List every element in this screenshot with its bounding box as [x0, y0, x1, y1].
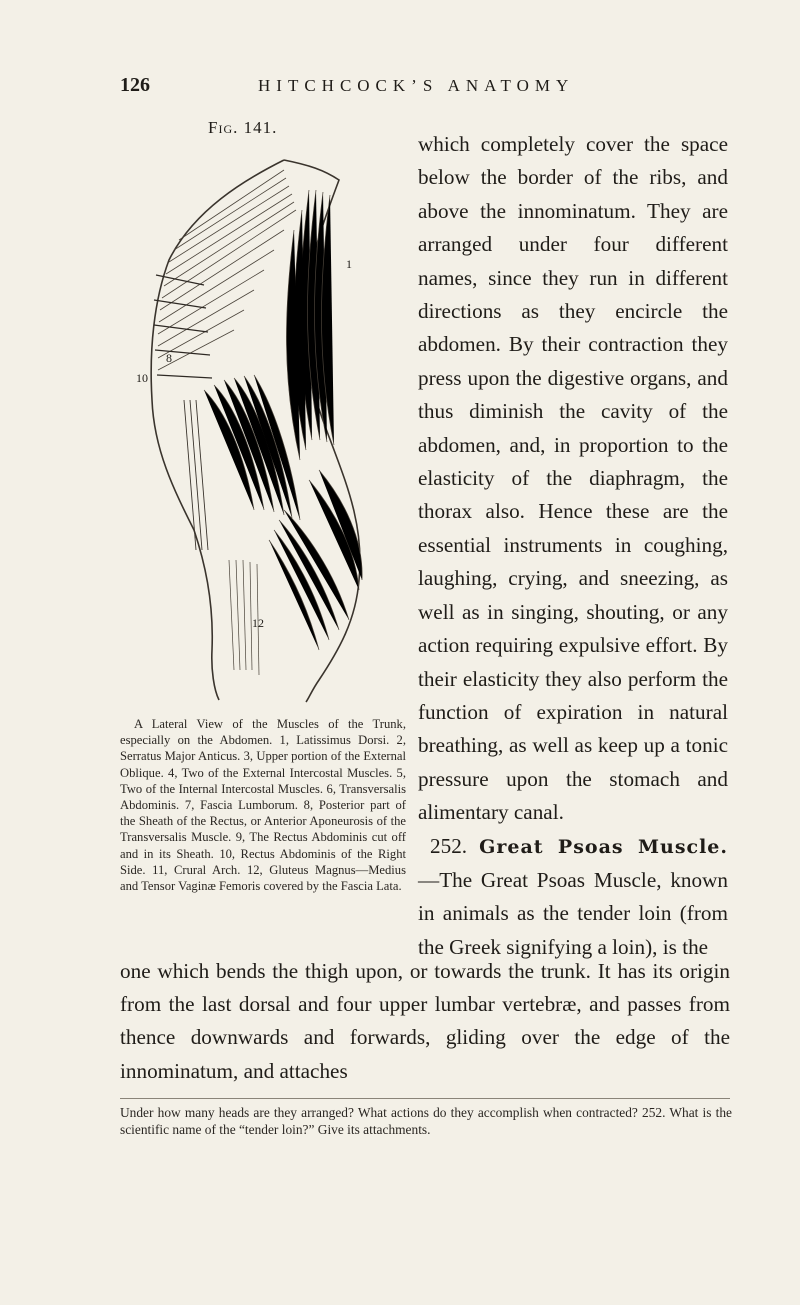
page-number: 126: [120, 74, 150, 96]
section-number: 252.: [430, 833, 468, 858]
anatomy-illustration: [134, 150, 404, 705]
figure-number-1: 1: [346, 257, 352, 271]
figure-caption: [120, 716, 406, 894]
paragraph-abdominal-muscles: which completely cover the space below the border of the ribs, and above the innominatum. They are arranged under four different names, since they run in different directions as they encircle the abdomen. By their contraction they press upon the digestive organs, and thus diminish the cavity of the abdomen, and, in proportion to the elasticity of the diaphragm, the thorax also. Hence these are the essential instruments in coughing, laughing, crying, and sneezing, as well as in singing, shouting, or any action requiring expulsive effort. By their elasticity they also perform the function of expiration in natural breathing, as well as keep up a tonic pressure upon the stomach and alimentary canal.: [418, 132, 728, 825]
caption-text: A Lateral View of the Muscles of the Trunk, especially on the Abdomen. 1, Latissimus Dorsi. 2, Serratus Major Anticus. 3, Upper portion of the External Oblique. 4, Two of the External Intercostal Muscles. 5, Two of the Internal Intercostal Muscles. 6, Transversalis Abdominis. 7, Fascia Lumborum. 8, Posterior part of the Sheath of the Rectus, or Anterior Aponeurosis of the Transversalis Muscle. 9, The Rectus Abdominis cut off and in its Sheath. 10, Rectus Abdominis of the Right Side. 11, Crural Arch. 12, Gluteus Magnus—Medius and Tensor Vaginæ Femoris covered by the Fascia Lata.: [120, 717, 406, 894]
section-intro: —The Great Psoas Muscle, known in animals as the tender loin (from the Greek signifying a loin), is the: [418, 867, 728, 959]
review-questions: Under how many heads are they arranged? What actions do they accomplish when contracted? 252. What is the scientific name of the “tender loin?” Give its attachments.: [120, 1105, 732, 1137]
figure-number-10: 10: [136, 371, 148, 385]
body-column: [418, 128, 728, 964]
footnote-divider: [120, 1098, 730, 1099]
running-head: HITCHCOCK’S ANATOMY: [258, 76, 575, 95]
figure-number-8: 8: [166, 351, 172, 365]
figure-label: Fig. 141.: [208, 118, 278, 137]
page-header: [120, 74, 720, 102]
section-252: [418, 830, 728, 965]
section-title: Great Psoas Muscle.: [479, 835, 728, 858]
figure-number-12: 12: [252, 616, 264, 630]
full-width-paragraph: one which bends the thigh upon, or towards the trunk. It has its origin from the last dorsal and four upper lumbar vertebræ, and passes from thence downwards and forwards, gliding over the edge of the innominatum, and attaches: [120, 959, 730, 1083]
